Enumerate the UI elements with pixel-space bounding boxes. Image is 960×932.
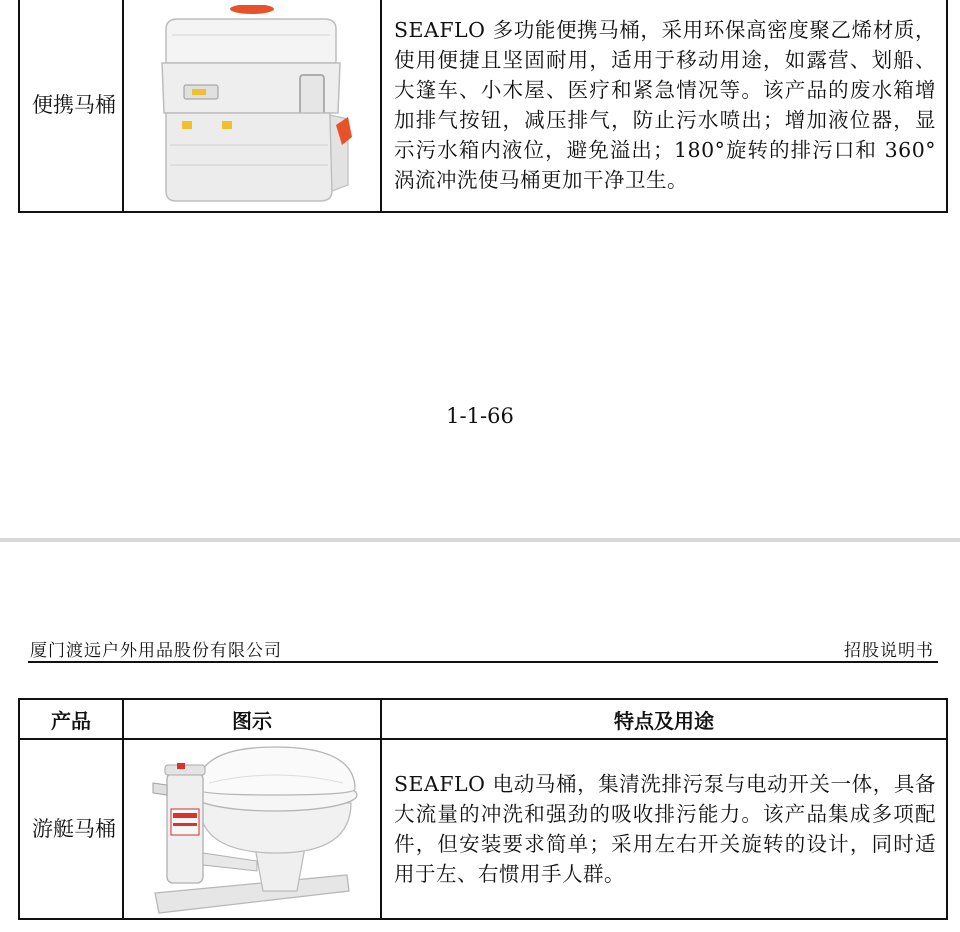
column-header-image: 图示 (123, 699, 381, 739)
product-description-cell (381, 739, 947, 919)
product-name: 便携马桶 (32, 92, 116, 117)
product-description: SEAFLO 多功能便携马桶，采用环保高密度聚乙烯材质，使用便捷且坚固耐用，适用于移动用途，如露营、划船、大篷车、小木屋、医疗和紧急情况等。该产品的废水箱增加排气按钮，减压排气，防止污水喷出；增加液位器，显示污水箱内液位，避免溢出；180°旋转的排污口和 360°涡流冲洗使马桶更加干净卫生。 (394, 17, 936, 192)
column-header-product: 产品 (19, 699, 123, 739)
marine-toilet-image (137, 743, 367, 915)
header-divider (28, 661, 938, 663)
table-row (19, 739, 947, 919)
page-number: 1-1-66 (446, 404, 514, 428)
column-header-features: 特点及用途 (381, 699, 947, 739)
table-header-row (19, 699, 947, 739)
table-row (19, 0, 947, 212)
document-type: 招股说明书 (844, 641, 934, 661)
product-description: SEAFLO 电动马桶，集清洗排污泵与电动开关一体，具备大流量的冲洗和强劲的吸收排污能力。该产品集成多项配件，但安装要求简单；采用左右开关旋转的设计，同时适用于左、右惯用手人群。 (394, 772, 936, 886)
company-name: 厦门渡远户外用品股份有限公司 (30, 641, 282, 661)
product-image-cell (123, 0, 381, 212)
product-name-cell (19, 0, 123, 212)
product-table-top (18, 0, 948, 213)
product-table-bottom (18, 698, 948, 920)
product-name: 游艇马桶 (32, 817, 116, 841)
portable-toilet-image (152, 5, 352, 205)
product-name-cell (19, 739, 123, 919)
product-image-cell (123, 739, 381, 919)
product-description-cell (381, 0, 947, 212)
